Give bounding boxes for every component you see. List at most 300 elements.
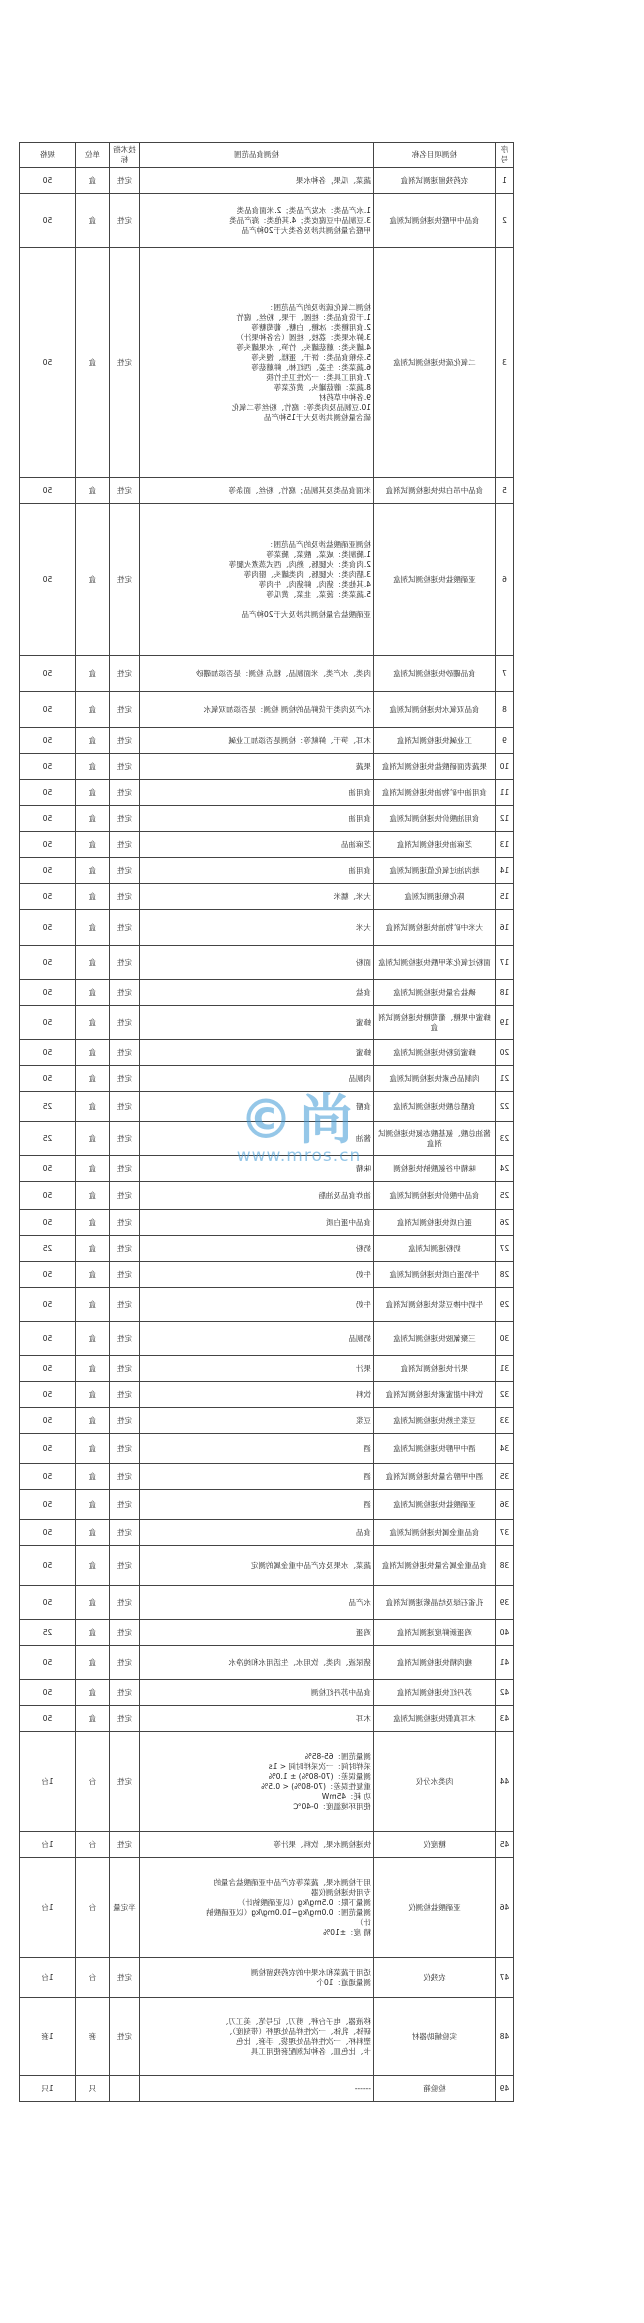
row-name: 食品重金属快速检测试剂盒 <box>374 1520 496 1546</box>
row-name: 农药残留速测试剂盒 <box>374 168 496 194</box>
header-unit: 单位 <box>76 143 110 168</box>
table-row <box>20 1958 514 1998</box>
row-name: 果蔬表面硝酸盐快速检测试剂盒 <box>374 754 496 780</box>
row-no: 34 <box>496 1434 514 1464</box>
table-row <box>20 780 514 806</box>
row-no: 45 <box>496 1832 514 1858</box>
row-unit: 盒 <box>76 728 110 754</box>
row-name: 酱油总酸、氨基酸态氮快速检测试剂盒 <box>374 1122 496 1156</box>
row-spec: 50 <box>20 1434 76 1464</box>
row-spec: 50 <box>20 168 76 194</box>
row-no: 39 <box>496 1586 514 1620</box>
row-tech: 定性 <box>110 728 140 754</box>
table-row <box>20 1998 514 2076</box>
row-no: 14 <box>496 858 514 884</box>
row-name: 奶粉速测试剂盒 <box>374 1236 496 1262</box>
table-row <box>20 832 514 858</box>
row-no: 32 <box>496 1382 514 1408</box>
table-row <box>20 1092 514 1122</box>
row-scope: 1.水产品类：水发产品类；2.米面食品类 3.豆制品中豆腐皮类；4.其他类：海产品类 甲醛含量检测共涉及各类大于20种产品 <box>140 194 374 248</box>
row-name: 三聚氰胺快速检测试剂盒 <box>374 1322 496 1356</box>
row-no: 21 <box>496 1066 514 1092</box>
row-no: 5 <box>496 478 514 504</box>
row-scope: 用于检测水果、蔬菜等农产品中亚硝酸盐含量的 专用快速检测仪器 测量下限：0.5mg/kg（以亚硝酸钠计） 测量范围：0.0mg/kg~10.0mg/kg（以亚硝酸钠 计） 精 度：±10% <box>140 1858 374 1958</box>
row-no: 42 <box>496 1680 514 1706</box>
row-no: 19 <box>496 1006 514 1040</box>
row-spec: 50 <box>20 754 76 780</box>
row-tech: 定性 <box>110 1490 140 1520</box>
row-unit: 盒 <box>76 1156 110 1182</box>
product-table <box>19 142 514 2102</box>
row-tech: 定性 <box>110 1620 140 1646</box>
row-scope: 油炸食品及油脂 <box>140 1182 374 1210</box>
row-name: 二氧化硫快速检测试剂盒 <box>374 248 496 478</box>
row-tech: 定性 <box>110 1066 140 1092</box>
row-no: 6 <box>496 504 514 656</box>
row-name: 酒中甲醇含量快速检测试剂盒 <box>374 1464 496 1490</box>
row-scope: 芝麻油品 <box>140 832 374 858</box>
row-spec: 50 <box>20 1040 76 1066</box>
row-unit: 盒 <box>76 1182 110 1210</box>
table-row <box>20 1122 514 1156</box>
row-spec: 25 <box>20 1620 76 1646</box>
row-unit: 盒 <box>76 692 110 728</box>
row-no: 20 <box>496 1040 514 1066</box>
row-spec: 50 <box>20 946 76 980</box>
row-scope: 食用油 <box>140 806 374 832</box>
row-scope: 木耳、笋干、鲜鱿等：检测是否添加工业碱 <box>140 728 374 754</box>
row-scope: 食盐 <box>140 980 374 1006</box>
row-tech: 定性 <box>110 980 140 1006</box>
table-row <box>20 1680 514 1706</box>
table-row <box>20 884 514 910</box>
table-row <box>20 504 514 656</box>
row-tech: 定性 <box>110 656 140 692</box>
row-no: 1 <box>496 168 514 194</box>
row-unit: 盒 <box>76 1706 110 1732</box>
row-tech: 定性 <box>110 806 140 832</box>
row-unit: 盒 <box>76 1464 110 1490</box>
row-unit: 盒 <box>76 1434 110 1464</box>
row-spec: 50 <box>20 806 76 832</box>
row-spec: 50 <box>20 1066 76 1092</box>
row-spec: 50 <box>20 504 76 656</box>
row-unit: 盒 <box>76 1646 110 1680</box>
row-spec: 50 <box>20 832 76 858</box>
row-tech: 定性 <box>110 692 140 728</box>
row-tech: 定性 <box>110 884 140 910</box>
row-tech: 定性 <box>110 858 140 884</box>
row-name: 食品重金属含量快速检测试剂盒 <box>374 1546 496 1586</box>
row-spec: 50 <box>20 910 76 946</box>
row-tech: 定性 <box>110 1122 140 1156</box>
row-no: 44 <box>496 1732 514 1832</box>
row-tech: 定性 <box>110 1958 140 1998</box>
table-row <box>20 1066 514 1092</box>
table-row <box>20 754 514 780</box>
row-scope: 食用油 <box>140 858 374 884</box>
table-row <box>20 1210 514 1236</box>
row-tech: 半定量 <box>110 1858 140 1958</box>
row-tech: 定性 <box>110 1040 140 1066</box>
row-unit: 台 <box>76 1732 110 1832</box>
row-name: 鸡蛋新鲜度速测试剂盒 <box>374 1620 496 1646</box>
row-unit: 盒 <box>76 1262 110 1288</box>
table-row <box>20 1520 514 1546</box>
table-row <box>20 806 514 832</box>
row-name: 苏丹红快速检测试剂盒 <box>374 1680 496 1706</box>
row-tech: 定性 <box>110 1520 140 1546</box>
row-no: 36 <box>496 1490 514 1520</box>
row-unit: 盒 <box>76 1210 110 1236</box>
header-name: 检测项目名称 <box>374 143 496 168</box>
row-tech: 定性 <box>110 478 140 504</box>
row-spec: 50 <box>20 884 76 910</box>
row-scope: 鸡蛋 <box>140 1620 374 1646</box>
row-name: 食品中酸价快速检测试剂盒 <box>374 1182 496 1210</box>
row-scope: 蜂蜜 <box>140 1006 374 1040</box>
row-no: 48 <box>496 1998 514 2076</box>
table-row <box>20 1490 514 1520</box>
row-no: 46 <box>496 1858 514 1958</box>
row-spec: 50 <box>20 1586 76 1620</box>
row-spec: 1台 <box>20 1858 76 1958</box>
row-name: 肉制品色素快速检测试剂盒 <box>374 1066 496 1092</box>
row-scope: 大米、糯米 <box>140 884 374 910</box>
row-tech: 定性 <box>110 946 140 980</box>
row-tech: 定性 <box>110 1092 140 1122</box>
row-name: 亚硝酸盐检测仪 <box>374 1858 496 1958</box>
row-tech: 定性 <box>110 1680 140 1706</box>
table-header-row <box>20 143 514 168</box>
row-spec: 50 <box>20 1546 76 1586</box>
row-unit: 盒 <box>76 248 110 478</box>
row-scope: 奶粉 <box>140 1236 374 1262</box>
row-unit: 盒 <box>76 1040 110 1066</box>
row-unit: 盒 <box>76 1586 110 1620</box>
row-name: 面粉过氧化苯甲酰快速检测试剂盒 <box>374 946 496 980</box>
row-spec: 1台 <box>20 1732 76 1832</box>
table-row <box>20 1546 514 1586</box>
row-scope: 木耳 <box>140 1706 374 1732</box>
row-spec: 50 <box>20 1646 76 1680</box>
row-tech: 定性 <box>110 754 140 780</box>
row-scope: 酒 <box>140 1434 374 1464</box>
row-spec: 50 <box>20 1006 76 1040</box>
row-spec: 50 <box>20 1288 76 1322</box>
row-unit: 盒 <box>76 1288 110 1322</box>
table-row <box>20 1382 514 1408</box>
row-no: 35 <box>496 1464 514 1490</box>
row-tech: 定性 <box>110 1156 140 1182</box>
row-name: 大米中矿物油快速检测试剂盒 <box>374 910 496 946</box>
row-name: 亚硝酸盐快速检测试剂盒 <box>374 1490 496 1520</box>
row-tech: 定性 <box>110 780 140 806</box>
row-unit: 盒 <box>76 1680 110 1706</box>
row-name: 木耳真假快速检测试剂盒 <box>374 1706 496 1732</box>
row-scope: ------ <box>140 2076 374 2102</box>
row-no: 11 <box>496 780 514 806</box>
row-scope: 食醋 <box>140 1092 374 1122</box>
header-no: 序号 <box>496 143 514 168</box>
row-unit: 盒 <box>76 168 110 194</box>
row-spec: 50 <box>20 692 76 728</box>
table-row <box>20 1236 514 1262</box>
row-no: 24 <box>496 1156 514 1182</box>
table-row <box>20 1586 514 1620</box>
row-name: 碘盐含量快速检测试剂盒 <box>374 980 496 1006</box>
table-row <box>20 1732 514 1832</box>
row-scope: 食品中蛋白质 <box>140 1210 374 1236</box>
watermark-url: www.mros.cn <box>236 1146 362 1166</box>
row-spec: 50 <box>20 980 76 1006</box>
row-no: 26 <box>496 1210 514 1236</box>
row-unit: 盒 <box>76 1092 110 1122</box>
row-no: 17 <box>496 946 514 980</box>
row-tech: 定性 <box>110 1262 140 1288</box>
row-spec: 50 <box>20 1322 76 1356</box>
row-name: 亚硝酸盐快速检测试剂盒 <box>374 504 496 656</box>
row-name: 牛奶蛋白质快速检测试剂盒 <box>374 1262 496 1288</box>
row-no: 12 <box>496 806 514 832</box>
row-name: 蜂蜜中果糖、葡萄糖快速检测试剂盒 <box>374 1006 496 1040</box>
row-tech: 定性 <box>110 1210 140 1236</box>
row-scope: 酒 <box>140 1464 374 1490</box>
row-name: 检验箱 <box>374 2076 496 2102</box>
table-row <box>20 692 514 728</box>
row-tech: 定性 <box>110 1356 140 1382</box>
table-row <box>20 1832 514 1858</box>
row-tech: 定性 <box>110 1288 140 1322</box>
table-row <box>20 1858 514 1958</box>
table-row <box>20 1182 514 1210</box>
row-no: 40 <box>496 1620 514 1646</box>
row-no: 43 <box>496 1706 514 1732</box>
row-name: 农残仪 <box>374 1958 496 1998</box>
row-spec: 1台 <box>20 1958 76 1998</box>
row-spec: 25 <box>20 1236 76 1262</box>
row-name: 陈化粮速测试剂盒 <box>374 884 496 910</box>
row-no: 47 <box>496 1958 514 1998</box>
row-scope: 味精 <box>140 1156 374 1182</box>
row-name: 牛奶中掺豆浆快速检测试剂盒 <box>374 1288 496 1322</box>
table-row <box>20 478 514 504</box>
row-unit: 盒 <box>76 946 110 980</box>
row-spec: 50 <box>20 1210 76 1236</box>
row-tech: 定性 <box>110 1832 140 1858</box>
header-spec: 规格 <box>20 143 76 168</box>
row-name: 食品中吊白块快速检测试剂盒 <box>374 478 496 504</box>
row-scope: 面粉 <box>140 946 374 980</box>
row-unit: 盒 <box>76 910 110 946</box>
row-unit: 盒 <box>76 806 110 832</box>
table-row <box>20 1434 514 1464</box>
row-unit: 盒 <box>76 1382 110 1408</box>
header-scope: 检测食品范围 <box>140 143 374 168</box>
row-spec: 50 <box>20 728 76 754</box>
row-unit: 盒 <box>76 1356 110 1382</box>
row-tech: 定性 <box>110 248 140 478</box>
table-row <box>20 1288 514 1322</box>
row-unit: 盒 <box>76 1490 110 1520</box>
row-no: 15 <box>496 884 514 910</box>
row-unit: 盒 <box>76 504 110 656</box>
row-name: 食用油中矿物油快速检测试剂盒 <box>374 780 496 806</box>
row-no: 29 <box>496 1288 514 1322</box>
row-no: 3 <box>496 248 514 478</box>
row-name: 肉类水分仪 <box>374 1732 496 1832</box>
row-no: 2 <box>496 194 514 248</box>
table-row <box>20 1620 514 1646</box>
row-spec: 50 <box>20 1680 76 1706</box>
row-scope: 食品中苏丹红检测 <box>140 1680 374 1706</box>
row-unit: 盒 <box>76 980 110 1006</box>
row-unit: 套 <box>76 1998 110 2076</box>
table-row <box>20 980 514 1006</box>
table-row <box>20 1040 514 1066</box>
row-spec: 50 <box>20 1262 76 1288</box>
row-no: 13 <box>496 832 514 858</box>
row-unit: 盒 <box>76 1236 110 1262</box>
row-unit: 盒 <box>76 754 110 780</box>
row-spec: 50 <box>20 194 76 248</box>
row-unit: 台 <box>76 1832 110 1858</box>
row-unit: 盒 <box>76 1546 110 1586</box>
table-row <box>20 656 514 692</box>
row-spec: 50 <box>20 780 76 806</box>
row-no: 23 <box>496 1122 514 1156</box>
row-tech: 定性 <box>110 1546 140 1586</box>
table-row <box>20 1006 514 1040</box>
table-row <box>20 858 514 884</box>
table-row <box>20 1646 514 1680</box>
row-tech: 定性 <box>110 194 140 248</box>
row-unit: 盒 <box>76 858 110 884</box>
row-tech: 定性 <box>110 832 140 858</box>
row-name: 地沟油过氧化值速测试剂盒 <box>374 858 496 884</box>
row-no: 9 <box>496 728 514 754</box>
row-name: 孔雀石绿及结晶紫速测试剂盒 <box>374 1586 496 1620</box>
row-name: 蜂蜜淀粉快速检测试剂盒 <box>374 1040 496 1066</box>
row-unit: 盒 <box>76 1408 110 1434</box>
table-row <box>20 1464 514 1490</box>
row-tech: 定性 <box>110 1382 140 1408</box>
row-tech: 定性 <box>110 1998 140 2076</box>
table-row <box>20 2076 514 2102</box>
row-name: 食品硼砂快速检测试剂盒 <box>374 656 496 692</box>
row-no: 31 <box>496 1356 514 1382</box>
table-row <box>20 168 514 194</box>
row-scope: 肉类、水产类、米面制品、糕点 检测：是否添加硼砂 <box>140 656 374 692</box>
row-spec: 50 <box>20 1182 76 1210</box>
row-tech: 定性 <box>110 1586 140 1620</box>
row-spec: 50 <box>20 1408 76 1434</box>
row-no: 27 <box>496 1236 514 1262</box>
row-no: 18 <box>496 980 514 1006</box>
row-tech <box>110 2076 140 2102</box>
row-tech: 定性 <box>110 1732 140 1832</box>
table-row <box>20 1356 514 1382</box>
row-spec: 50 <box>20 1490 76 1520</box>
table-row <box>20 910 514 946</box>
table-row <box>20 1408 514 1434</box>
row-scope: 肉制品 <box>140 1066 374 1092</box>
row-scope: 猪尿液、肉类、饮用水、生活用水和纯净水 <box>140 1646 374 1680</box>
row-scope: 水产及肉类干货鲜品的检测 检测：是否添加双氧水 <box>140 692 374 728</box>
row-tech: 定性 <box>110 1182 140 1210</box>
row-no: 49 <box>496 2076 514 2102</box>
row-unit: 台 <box>76 1858 110 1958</box>
row-no: 41 <box>496 1646 514 1680</box>
row-spec: 50 <box>20 1464 76 1490</box>
table-body <box>20 168 514 2102</box>
row-unit: 盒 <box>76 1122 110 1156</box>
row-unit: 盒 <box>76 1520 110 1546</box>
row-scope: 饮料 <box>140 1382 374 1408</box>
row-spec: 1只 <box>20 2076 76 2102</box>
row-tech: 定性 <box>110 1408 140 1434</box>
row-name: 蛋白质快速检测试剂盒 <box>374 1210 496 1236</box>
table-row <box>20 194 514 248</box>
row-name: 味精中谷氨酸钠快速检测 <box>374 1156 496 1182</box>
row-spec: 25 <box>20 1122 76 1156</box>
row-spec: 1套 <box>20 1998 76 2076</box>
watermark-logo: ©尚 <box>239 1088 359 1151</box>
row-name: 食醋总酸快速检测试剂盒 <box>374 1092 496 1122</box>
row-name: 瘦肉精快速检测试剂盒 <box>374 1646 496 1680</box>
row-no: 38 <box>496 1546 514 1586</box>
row-scope: 蔬菜、水果及农产品中重金属的测定 <box>140 1546 374 1586</box>
table-row <box>20 728 514 754</box>
row-scope: 果蔬 <box>140 754 374 780</box>
row-scope: 米面食品类及其制品；腐竹、粉丝、面条等 <box>140 478 374 504</box>
row-tech: 定性 <box>110 1706 140 1732</box>
row-no: 7 <box>496 656 514 692</box>
row-scope: 水产品 <box>140 1586 374 1620</box>
row-spec: 50 <box>20 1356 76 1382</box>
row-tech: 定性 <box>110 1322 140 1356</box>
row-scope: 蜂蜜 <box>140 1040 374 1066</box>
row-name: 食品双氧水快速检测试剂盒 <box>374 692 496 728</box>
row-tech: 定性 <box>110 504 140 656</box>
row-tech: 定性 <box>110 1434 140 1464</box>
row-scope: 牛奶 <box>140 1262 374 1288</box>
row-name: 芝麻油快速检测试剂盒 <box>374 832 496 858</box>
row-spec: 50 <box>20 1520 76 1546</box>
row-name: 食用油酸价快速检测试剂盒 <box>374 806 496 832</box>
table-row <box>20 248 514 478</box>
row-tech: 定性 <box>110 1464 140 1490</box>
header-tech: 技术指标 <box>110 143 140 168</box>
row-no: 25 <box>496 1182 514 1210</box>
row-unit: 盒 <box>76 832 110 858</box>
table-row <box>20 1156 514 1182</box>
row-tech: 定性 <box>110 1646 140 1680</box>
row-name: 糖度仪 <box>374 1832 496 1858</box>
row-spec: 50 <box>20 858 76 884</box>
row-no: 16 <box>496 910 514 946</box>
row-no: 22 <box>496 1092 514 1122</box>
row-no: 10 <box>496 754 514 780</box>
row-spec: 50 <box>20 1382 76 1408</box>
row-scope: 检测亚硝酸盐涉及的产品范围： 1.腌制类：咸菜、酸菜、腌菜等 2.肉食类：火腿肠、熟肉、西式蒸煮火腿等 3.腊肉类：火腿肠、肉类罐头、腊肉等 4.其他类：猪肉、鲜猪肉、牛肉等 5.蔬菜类：菠菜、韭菜、黄瓜等 亚硝酸盐含量检测共涉及大于20种产品 <box>140 504 374 656</box>
row-unit: 盒 <box>76 1620 110 1646</box>
row-spec: 50 <box>20 478 76 504</box>
row-tech: 定性 <box>110 168 140 194</box>
row-scope: 牛奶 <box>140 1288 374 1322</box>
row-name: 食品中甲醛快速检测试剂盒 <box>374 194 496 248</box>
row-spec: 25 <box>20 1092 76 1122</box>
